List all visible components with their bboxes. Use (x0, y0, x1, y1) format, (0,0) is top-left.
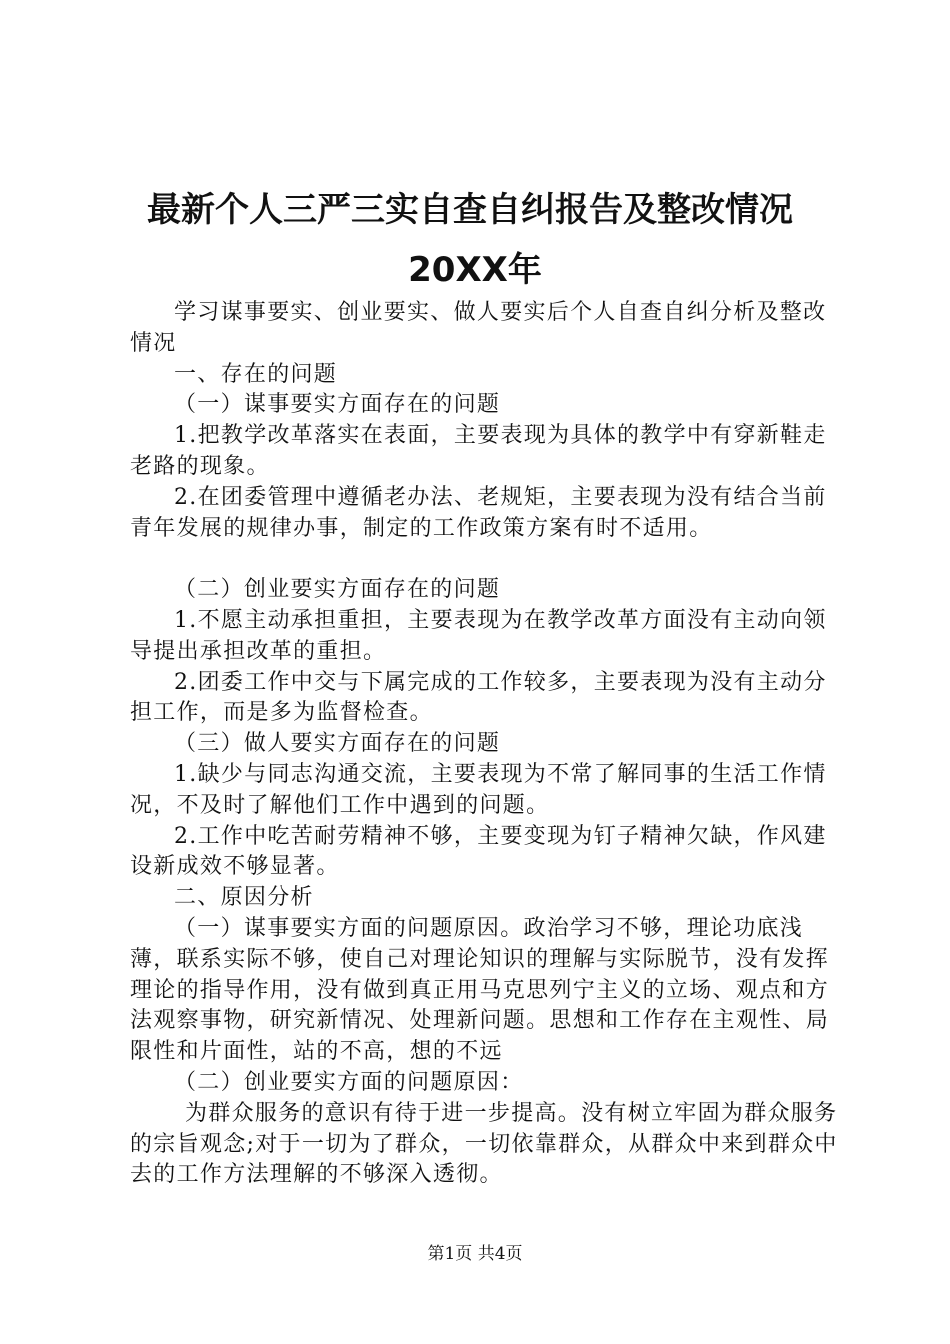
paragraph: （一）谋事要实方面的问题原因。政治学习不够，理论功底浅薄，联系实际不够，使自己对理论知识的理解与实际脱节，没有发挥理论的指导作用，没有做到真正用马克思列宁主义的立场、观点和方法观察事物，研究新情况、处理新问题。思想和工作存在主观性、局限性和片面性，站的不高，想的不远 (130, 915, 830, 1065)
document-title-year: 20XX年 (408, 250, 542, 290)
paragraph: 1.把教学改革落实在表面，主要表现为具体的教学中有穿新鞋走老路的现象。 (130, 423, 827, 479)
paragraph: 为群众服务的意识有待于进一步提高。没有树立牢固为群众服务的宗旨观念;对于一切为了群众，一切依靠群众，从群众中来到群众中去的工作方法理解的不够深入透彻。 (130, 1100, 838, 1188)
subsection-heading: （二）创业要实方面存在的问题 (174, 577, 501, 603)
paragraph: 2.工作中吃苦耐劳精神不够，主要变现为钉子精神欠缺，作风建设新成效不够显著。 (130, 823, 827, 880)
paragraph: 2.在团委管理中遵循老办法、老规矩，主要表现为没有结合当前青年发展的规律办事，制定的工作政策方案有时不适用。 (130, 484, 827, 541)
paragraph: 1.缺少与同志沟通交流，主要表现为不常了解同事的生活工作情况，不及时了解他们工作中遇到的问题。 (130, 761, 827, 818)
document-body (130, 298, 842, 1191)
subsection-heading: （一）谋事要实方面存在的问题 (174, 392, 501, 418)
document-title: 最新个人三严三实自查自纠报告及整改情况 (147, 190, 793, 230)
paragraph: 2.团委工作中交与下属完成的工作较多，主要表现为没有主动分担工作，而是多为监督检查。 (130, 669, 827, 726)
page-footer: 第1页 共4页 (427, 1244, 523, 1264)
section-heading: 一、存在的问题 (174, 361, 338, 387)
paragraph-intro: 学习谋事要实、创业要实、做人要实后个人自查自纠分析及整改情况 (130, 300, 827, 356)
section-heading: 二、原因分析 (174, 885, 314, 911)
subsection-heading: （三）做人要实方面存在的问题 (174, 731, 501, 757)
subsection-heading: （二）创业要实方面的问题原因： (174, 1069, 524, 1095)
paragraph: 1.不愿主动承担重担，主要表现为在教学改革方面没有主动向领导提出承担改革的重担。 (130, 607, 827, 664)
blank-line (130, 544, 842, 575)
